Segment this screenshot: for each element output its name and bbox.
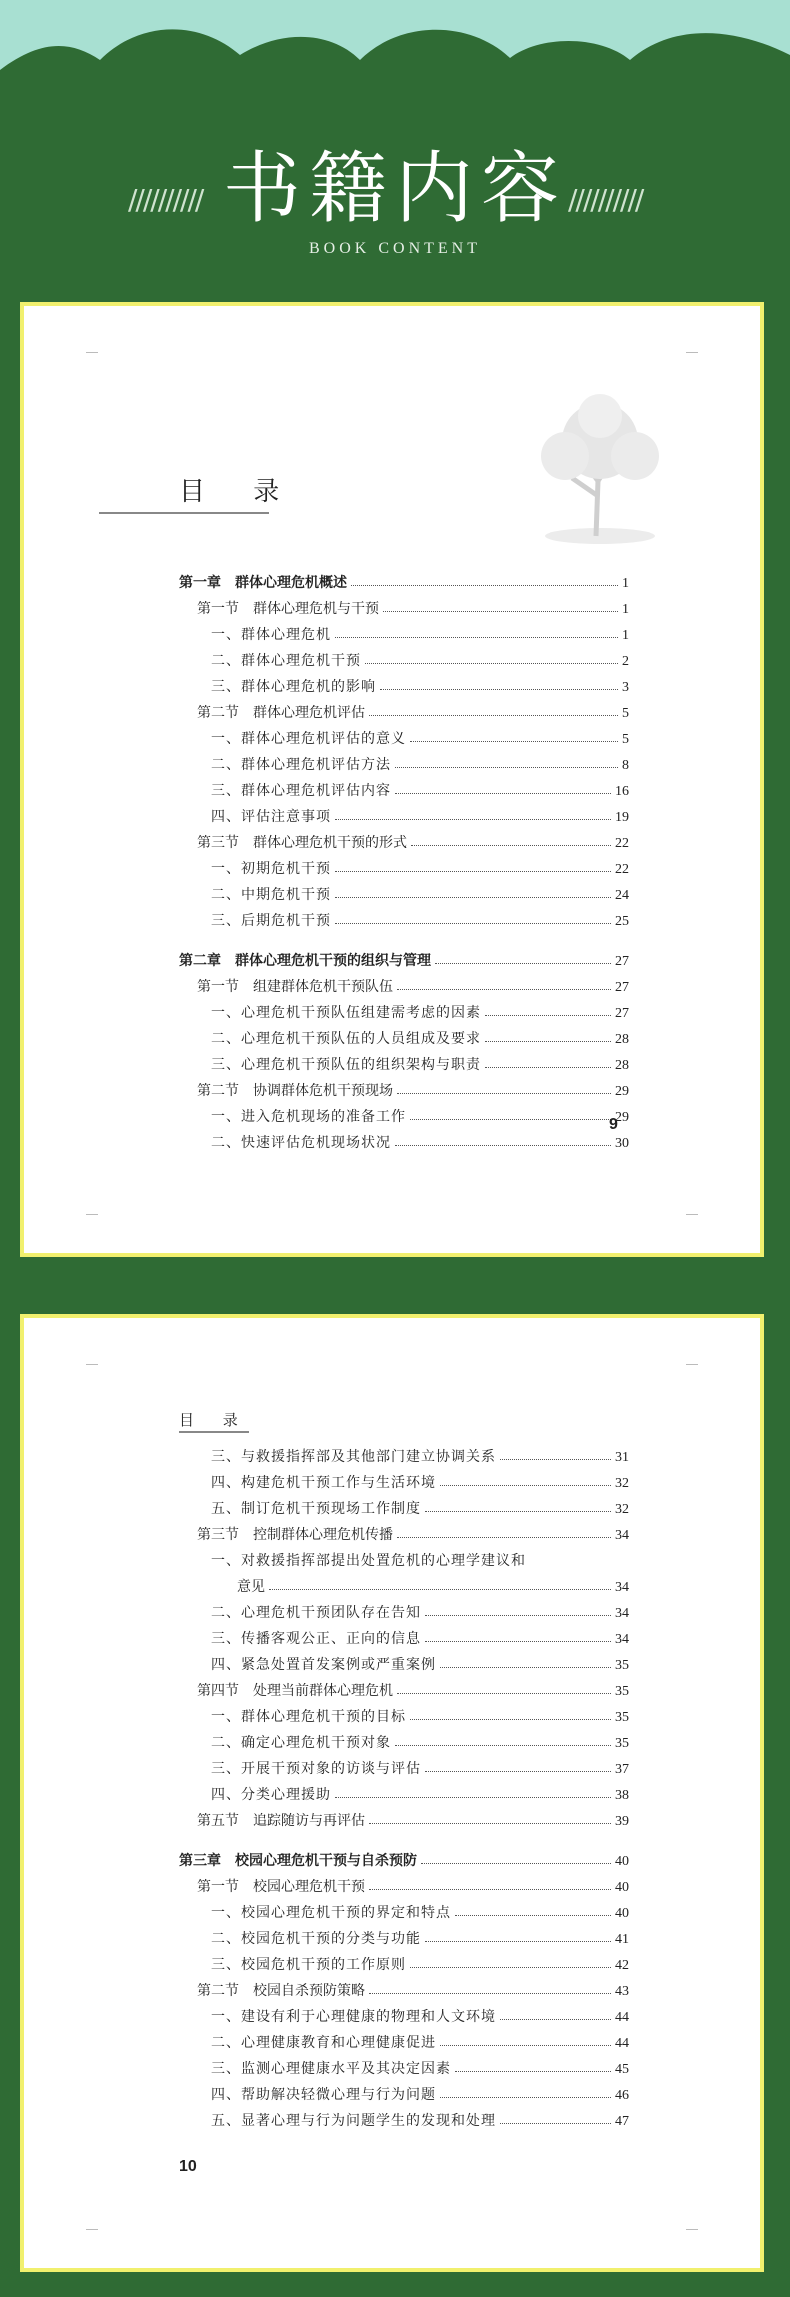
toc-leader-dots [485, 1067, 611, 1068]
toc-leader-dots [485, 1041, 611, 1042]
toc-entry-title: 一、群体心理危机评估的意义 [211, 731, 406, 747]
toc-entry-page: 34 [615, 1528, 629, 1543]
toc-item [179, 1778, 629, 1804]
toc-entry-title: 四、评估注意事项 [211, 809, 331, 825]
toc-entry-title: 二、群体心理危机评估方法 [211, 757, 391, 773]
toc-item [179, 1492, 629, 1518]
toc-entry-page: 38 [615, 1788, 629, 1803]
toc-entry-title: 第五节 追踪随访与再评估 [197, 1813, 365, 1829]
toc-leader-dots [500, 2123, 611, 2124]
toc-item [179, 1100, 629, 1126]
toc-leader-dots [365, 663, 618, 664]
toc-item [179, 670, 629, 696]
toc-entry-title: 三、监测心理健康水平及其决定因素 [211, 2061, 451, 2077]
toc-entry-title: 第一节 校园心理危机干预 [197, 1879, 365, 1895]
toc-entry-page: 44 [615, 2036, 629, 2051]
toc-leader-dots [440, 1485, 611, 1486]
toc-item [179, 1948, 629, 1974]
toc-entry-title: 三、群体心理危机的影响 [211, 679, 376, 695]
toc-entry-title: 第一节 组建群体危机干预队伍 [197, 979, 393, 995]
toc-entry-title: 第四节 处理当前群体心理危机 [197, 1683, 393, 1699]
toc-leader-dots [455, 2071, 611, 2072]
toc-entry-title: 三、校园危机干预的工作原则 [211, 1957, 406, 1973]
toc-entry-page: 44 [615, 2010, 629, 2025]
toc-section [179, 592, 629, 618]
toc-heading: 目 录 [179, 477, 300, 507]
toc-entry-title: 二、校园危机干预的分类与功能 [211, 1931, 421, 1947]
toc-item [179, 1622, 629, 1648]
toc-leader-dots [410, 1967, 611, 1968]
toc-entry-page: 34 [615, 1632, 629, 1647]
toc-section [179, 1074, 629, 1100]
toc-list [179, 1440, 629, 2130]
toc-entry-page: 22 [615, 862, 629, 877]
toc-item [179, 618, 629, 644]
toc-leader-dots [411, 845, 611, 846]
toc-entry-page: 42 [615, 1958, 629, 1973]
toc-entry-page: 29 [615, 1084, 629, 1099]
toc-leader-dots [455, 1915, 611, 1916]
toc-leader-dots [369, 1993, 611, 1994]
toc-leader-dots [425, 1615, 611, 1616]
toc-entry-page: 47 [615, 2114, 629, 2129]
toc-entry-page: 25 [615, 914, 629, 929]
crop-mark [686, 1364, 698, 1373]
toc-entry-page: 31 [615, 1450, 629, 1465]
toc-item [179, 2078, 629, 2104]
toc-entry-title: 第三章 校园心理危机干预与自杀预防 [179, 1853, 417, 1869]
toc-chapter [179, 566, 629, 592]
toc-entry-title: 三、心理危机干预队伍的组织架构与职责 [211, 1057, 481, 1073]
toc-item [179, 904, 629, 930]
toc-entry-title: 三、后期危机干预 [211, 913, 331, 929]
toc-item [179, 1048, 629, 1074]
toc-leader-dots [395, 1145, 611, 1146]
toc-entry-title: 二、群体心理危机干预 [211, 653, 361, 669]
toc-item [179, 1700, 629, 1726]
toc-entry-page: 28 [615, 1032, 629, 1047]
decor-slashes-right: ////////// [568, 183, 643, 216]
toc-leader-dots [425, 1771, 611, 1772]
toc-leader-dots [421, 1863, 611, 1864]
toc-item [179, 1896, 629, 1922]
page-title: 书籍内容 [222, 144, 567, 234]
toc-leader-dots [335, 923, 611, 924]
toc-leader-dots [485, 1015, 611, 1016]
toc-entry-title: 三、传播客观公正、正向的信息 [211, 1631, 421, 1647]
toc-entry-title: 二、确定心理危机干预对象 [211, 1735, 391, 1751]
toc-entry-page: 1 [622, 628, 629, 643]
toc-leader-dots [269, 1589, 611, 1590]
toc-item [179, 774, 629, 800]
toc-entry-title: 第二章 群体心理危机干预的组织与管理 [179, 953, 431, 969]
toc-entry-page: 35 [615, 1736, 629, 1751]
toc-entry-page: 39 [615, 1814, 629, 1829]
toc-section [179, 1804, 629, 1830]
toc-leader-dots [440, 2097, 611, 2098]
toc-entry-page: 1 [622, 576, 629, 591]
toc-leader-dots [369, 715, 618, 716]
toc-entry-title: 一、群体心理危机 [211, 627, 331, 643]
toc-item [179, 2026, 629, 2052]
toc-entry-title: 四、构建危机干预工作与生活环境 [211, 1475, 436, 1491]
toc-entry-page: 8 [622, 758, 629, 773]
toc-entry-page: 40 [615, 1906, 629, 1921]
page-number: 10 [179, 2158, 197, 2175]
heading-underline [99, 512, 269, 514]
toc-leader-dots [440, 1667, 611, 1668]
toc-entry-title: 二、快速评估危机现场状况 [211, 1135, 391, 1151]
toc-section [179, 826, 629, 852]
toc-entry-page: 34 [615, 1580, 629, 1595]
toc-entry-title: 一、对救援指挥部提出处置危机的心理学建议和 [211, 1553, 526, 1569]
toc-entry-title: 一、校园心理危机干预的界定和特点 [211, 1905, 451, 1921]
toc-entry-title: 意见 [237, 1579, 265, 1595]
toc-entry-title: 第三节 群体心理危机干预的形式 [197, 835, 407, 851]
toc-leader-dots [500, 2019, 611, 2020]
toc-entry-title: 第三节 控制群体心理危机传播 [197, 1527, 393, 1543]
toc-entry-page: 34 [615, 1606, 629, 1621]
toc-entry-page: 35 [615, 1658, 629, 1673]
toc-entry-page: 22 [615, 836, 629, 851]
toc-section [179, 1974, 629, 2000]
toc-item [179, 1022, 629, 1048]
toc-entry-page: 43 [615, 1984, 629, 1999]
toc-entry-title: 第二节 群体心理危机评估 [197, 705, 365, 721]
toc-leader-dots [410, 741, 618, 742]
toc-item [179, 1466, 629, 1492]
toc-entry-page: 40 [615, 1854, 629, 1869]
toc-entry-title: 一、建设有利于心理健康的物理和人文环境 [211, 2009, 496, 2025]
toc-entry-title: 二、心理健康教育和心理健康促进 [211, 2035, 436, 2051]
toc-entry-title: 四、分类心理援助 [211, 1787, 331, 1803]
toc-item [179, 644, 629, 670]
toc-entry-page: 32 [615, 1476, 629, 1491]
toc-entry-page: 41 [615, 1932, 629, 1947]
toc-leader-dots [395, 793, 611, 794]
toc-leader-dots [369, 1823, 611, 1824]
toc-item [179, 748, 629, 774]
heading-underline [179, 1431, 249, 1433]
toc-gap [179, 930, 629, 944]
toc-entry-title: 二、中期危机干预 [211, 887, 331, 903]
toc-entry-title: 一、心理危机干预队伍组建需考虑的因素 [211, 1005, 481, 1021]
toc-entry-page: 32 [615, 1502, 629, 1517]
toc-entry-title: 一、进入危机现场的准备工作 [211, 1109, 406, 1125]
crop-mark [86, 352, 98, 361]
toc-gap [179, 1830, 629, 1844]
toc-entry-page: 45 [615, 2062, 629, 2077]
toc-item [179, 878, 629, 904]
toc-entry-title: 四、紧急处置首发案例或严重案例 [211, 1657, 436, 1673]
toc-entry-title: 五、显著心理与行为问题学生的发现和处理 [211, 2113, 496, 2129]
toc-section [179, 1518, 629, 1544]
toc-leader-dots [369, 1889, 611, 1890]
crop-mark [86, 2229, 98, 2238]
toc-item [179, 1570, 629, 1596]
toc-item [179, 1752, 629, 1778]
toc-entry-title: 三、与救援指挥部及其他部门建立协调关系 [211, 1449, 496, 1465]
toc-entry-title: 第一章 群体心理危机概述 [179, 575, 347, 591]
toc-item [179, 2000, 629, 2026]
toc-chapter [179, 1844, 629, 1870]
toc-item [179, 1648, 629, 1674]
toc-leader-dots [335, 897, 611, 898]
toc-entry-page: 35 [615, 1710, 629, 1725]
toc-leader-dots [425, 1641, 611, 1642]
toc-section [179, 1870, 629, 1896]
toc-entry-page: 40 [615, 1880, 629, 1895]
toc-entry-page: 1 [622, 602, 629, 617]
toc-entry-title: 五、制订危机干预现场工作制度 [211, 1501, 421, 1517]
toc-leader-dots [335, 819, 611, 820]
toc-entry-page: 3 [622, 680, 629, 695]
toc-entry-page: 19 [615, 810, 629, 825]
crop-mark [686, 2229, 698, 2238]
toc-leader-dots [425, 1511, 611, 1512]
toc-leader-dots [410, 1119, 611, 1120]
toc-leader-dots [335, 637, 618, 638]
toc-leader-dots [380, 689, 618, 690]
toc-leader-dots [395, 1745, 611, 1746]
page-subtitle: BOOK CONTENT [309, 240, 481, 257]
hills-decoration [0, 0, 790, 120]
toc-leader-dots [351, 585, 618, 586]
toc-entry-page: 37 [615, 1762, 629, 1777]
toc-leader-dots [335, 1797, 611, 1798]
toc-entry-title: 四、帮助解决轻微心理与行为问题 [211, 2087, 436, 2103]
toc-item [179, 996, 629, 1022]
toc-section [179, 1674, 629, 1700]
toc-leader-dots [397, 1693, 611, 1694]
toc-entry-page: 35 [615, 1684, 629, 1699]
toc-item [179, 1596, 629, 1622]
toc-leader-dots [397, 1093, 611, 1094]
toc-leader-dots [500, 1459, 611, 1460]
toc-leader-dots [397, 989, 611, 990]
toc-section [179, 696, 629, 722]
toc-leader-dots [335, 871, 611, 872]
toc-leader-dots [440, 2045, 611, 2046]
toc-entry-title: 一、群体心理危机干预的目标 [211, 1709, 406, 1725]
book-page-2 [20, 1314, 764, 2272]
toc-item [179, 1126, 629, 1152]
toc-leader-dots [383, 611, 618, 612]
toc-chapter [179, 944, 629, 970]
toc-entry-title: 三、开展干预对象的访谈与评估 [211, 1761, 421, 1777]
decor-slashes-left: ////////// [128, 183, 203, 216]
toc-entry-page: 46 [615, 2088, 629, 2103]
toc-entry-page: 24 [615, 888, 629, 903]
toc-entry-page: 27 [615, 1006, 629, 1021]
crop-mark [86, 1214, 98, 1223]
toc-entry-title: 一、初期危机干预 [211, 861, 331, 877]
toc-leader-dots [435, 963, 611, 964]
crop-mark [86, 1364, 98, 1373]
toc-item [179, 1922, 629, 1948]
toc-section [179, 970, 629, 996]
toc-item [179, 1440, 629, 1466]
toc-entry-title: 第二节 校园自杀预防策略 [197, 1983, 365, 1999]
toc-list [179, 566, 629, 1152]
toc-entry-title: 二、心理危机干预团队存在告知 [211, 1605, 421, 1621]
toc-entry-page: 27 [615, 980, 629, 995]
crop-mark [686, 352, 698, 361]
toc-item [179, 1544, 629, 1570]
page-number: 9 [609, 1116, 618, 1133]
toc-entry-page: 29 [615, 1110, 629, 1125]
toc-entry-page: 30 [615, 1136, 629, 1151]
toc-item [179, 800, 629, 826]
toc-entry-page: 28 [615, 1058, 629, 1073]
toc-entry-title: 二、心理危机干预队伍的人员组成及要求 [211, 1031, 481, 1047]
toc-item [179, 722, 629, 748]
toc-entry-title: 第一节 群体心理危机与干预 [197, 601, 379, 617]
toc-entry-page: 5 [622, 706, 629, 721]
toc-leader-dots [410, 1719, 611, 1720]
tree-watermark [520, 386, 680, 546]
book-page-1 [20, 302, 764, 1257]
toc-item [179, 1726, 629, 1752]
toc-leader-dots [425, 1941, 611, 1942]
toc-heading: 目 录 [179, 1411, 250, 1429]
toc-item [179, 2104, 629, 2130]
toc-item [179, 2052, 629, 2078]
toc-leader-dots [395, 767, 618, 768]
toc-entry-page: 16 [615, 784, 629, 799]
crop-mark [686, 1214, 698, 1223]
toc-entry-title: 第二节 协调群体危机干预现场 [197, 1083, 393, 1099]
toc-leader-dots [397, 1537, 611, 1538]
toc-entry-page: 27 [615, 954, 629, 969]
toc-item [179, 852, 629, 878]
toc-entry-page: 5 [622, 732, 629, 747]
toc-entry-page: 2 [622, 654, 629, 669]
toc-entry-title: 三、群体心理危机评估内容 [211, 783, 391, 799]
